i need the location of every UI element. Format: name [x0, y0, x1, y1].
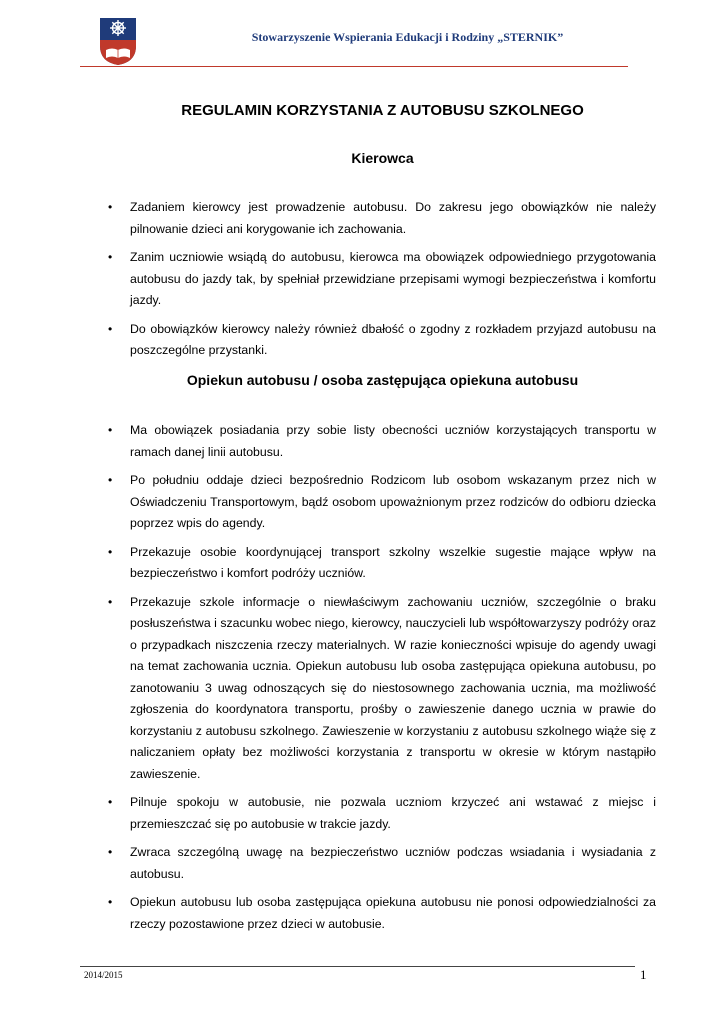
opiekun-list	[108, 420, 656, 942]
list-item: • Ma obowiązek posiadania przy sobie listy obecności uczniów korzystających transportu w ramach danej linii autobusu.	[108, 420, 656, 463]
list-item: • Do obowiązków kierowcy należy również dbałość o zgodny z rozkładem przyjazd autobusu na poszczególne przystanki.	[108, 319, 656, 362]
footer-divider	[80, 966, 635, 967]
section-heading-opiekun: Opiekun autobusu / osoba zastępująca opiekuna autobusu	[186, 372, 579, 388]
ship-wheel-book-shield-icon	[98, 16, 138, 66]
page-number: 1	[640, 967, 647, 982]
list-item: • Opiekun autobusu lub osoba zastępująca opiekuna autobusu nie ponosi odpowiedzialności za rzeczy pozostawione przez dzieci w autobusie.	[108, 892, 656, 935]
header-divider	[80, 66, 628, 67]
list-item: • Zadaniem kierowcy jest prowadzenie autobusu. Do zakresu jego obowiązków nie należy pilnowanie dzieci ani korygowanie ich zachowania.	[108, 197, 656, 240]
list-item: • Zwraca szczególną uwagę na bezpieczeństwo uczniów podczas wsiadania i wysiadania z autobusu.	[108, 842, 656, 885]
section-heading-kierowca: Kierowca	[351, 150, 414, 166]
document-title: REGULAMIN KORZYSTANIA Z AUTOBUSU SZKOLNEGO	[181, 102, 584, 119]
footer-school-year: 2014/2015	[84, 970, 123, 980]
list-item: • Po południu oddaje dzieci bezpośrednio Rodzicom lub osobom wskazanym przez nich w Oświadczeniu Transportowym, bądź osobom upoważnionym przez rodziców do odbioru dziecka poprzez wpis do agendy.	[108, 470, 656, 535]
list-item: • Przekazuje szkole informacje o niewłaściwym zachowaniu uczniów, szczególnie o braku posłuszeństwa i szacunku wobec niego, kierowcy, nauczycieli lub współtowarzyszy podróży oraz o przypadkach niszczenia rzeczy materialnych. W razie konieczności wpisuje do agendy uwagi na temat zachowania ucznia. Opiekun autobusu lub osoba zastępująca opiekuna autobusu, po zanotowaniu 3 uwag odnoszących się do niestosownego zachowania ucznia, ma możliwość zgłoszenia do koordynatora transportu, prośby o zawieszenie danego ucznia w prawie do korzystaniu z autobusu szkolnego. Zawieszenie w korzystaniu z autobusu szkolnego wiąże się z naliczaniem opłaty bez możliwości korzystania z transportu w okresie w którym nastąpiło zawieszenie.	[108, 592, 656, 786]
organization-name: Stowarzyszenie Wspierania Edukacji i Rodziny „STERNIK”	[251, 30, 564, 44]
list-item: • Zanim uczniowie wsiądą do autobusu, kierowca ma obowiązek odpowiedniego przygotowania autobusu do jazdy tak, by spełniał przewidziane przepisami wymogi bezpieczeństwa i komfortu jazdy.	[108, 247, 656, 312]
list-item: • Przekazuje osobie koordynującej transport szkolny wszelkie sugestie mające wpływ na bezpieczeństwo i komfort podróży uczniów.	[108, 542, 656, 585]
list-item: • Pilnuje spokoju w autobusie, nie pozwala uczniom krzyczeć ani wstawać z miejsc i przemieszczać się po autobusie w trakcie jazdy.	[108, 792, 656, 835]
kierowca-list	[108, 197, 656, 369]
